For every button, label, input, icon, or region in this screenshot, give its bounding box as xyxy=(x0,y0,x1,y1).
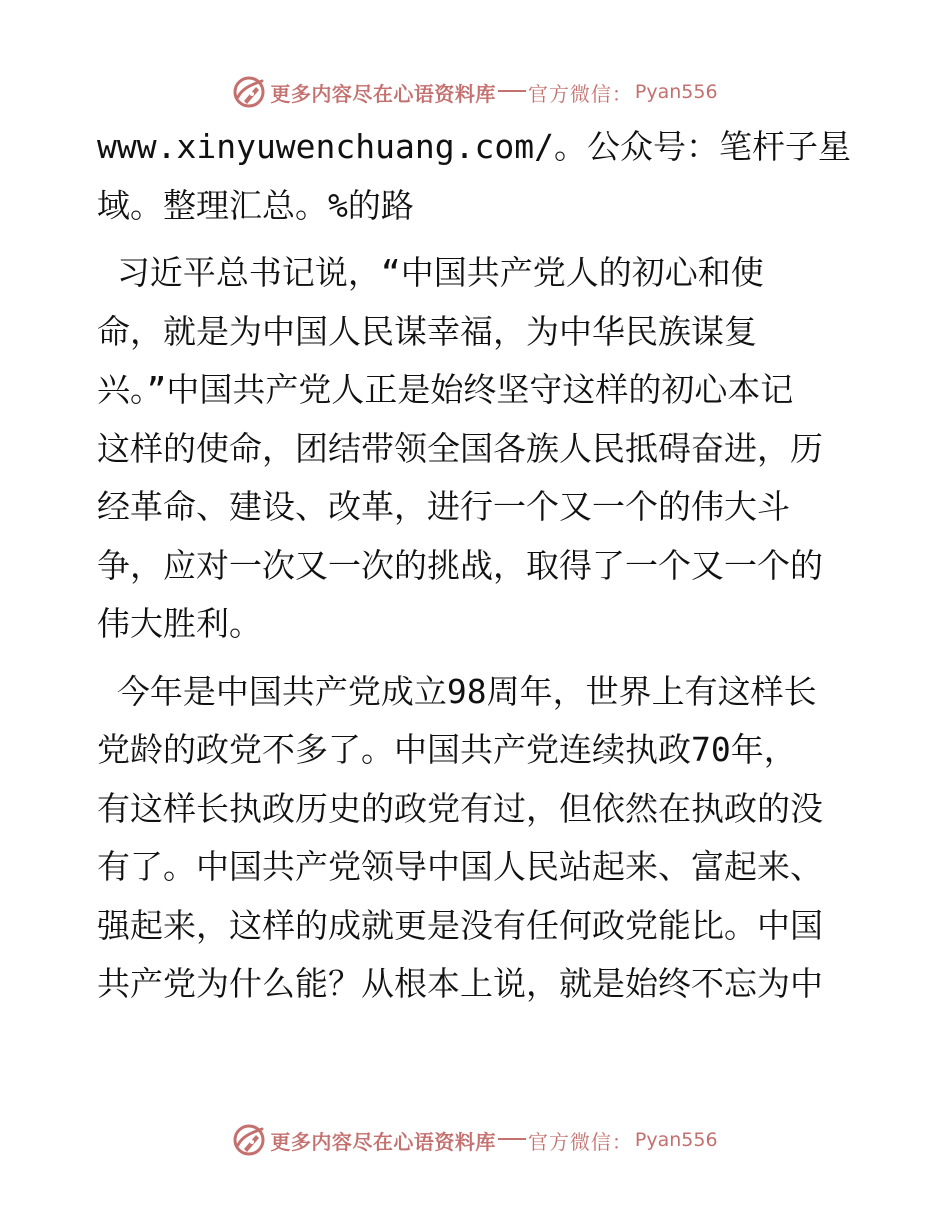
text-line: 习近平总书记说，“中国共产党人的初心和使 xyxy=(97,253,764,292)
text-line: 有这样长执政历史的政党有过，但依然在执政的没 xyxy=(97,788,823,828)
text-line: 今年是中国共产党成立98周年，世界上有这样长 xyxy=(97,671,817,711)
paragraph-2 xyxy=(97,663,857,1014)
pen-logo-icon xyxy=(232,1123,266,1157)
intro-block xyxy=(97,118,857,235)
text-line: 这样的使命，团结带领全国各族人民抵碍奋进，历 xyxy=(97,428,823,468)
footer-watermark xyxy=(0,1120,950,1160)
header-watermark-dash xyxy=(498,90,526,92)
document-body xyxy=(97,118,857,1014)
text-line: 党龄的政党不多了。中国共产党连续执政70年， xyxy=(97,730,797,769)
text-line: 域。整理汇总。%的路 xyxy=(97,185,414,225)
text-line: 伟大胜利。 xyxy=(97,604,262,643)
footer-wechat-label: 官方微信： xyxy=(527,1129,633,1154)
text-line: 强起来，这样的成就更是没有任何政党能比。中国 xyxy=(97,905,823,945)
footer-wechat-id: Pyan556 xyxy=(634,1129,718,1151)
header-wechat-id: Pyan556 xyxy=(634,81,718,103)
paragraph-1 xyxy=(97,244,857,654)
header-watermark-title: 更多内容尽在心语资料库 xyxy=(270,81,496,106)
header-watermark xyxy=(0,72,950,112)
text-line: www.xinyuwenchuang.com/。公众号：笔杆子星 xyxy=(97,127,851,166)
text-line: 共产党为什么能？从根本上说，就是始终不忘为中 xyxy=(97,964,823,1003)
text-line: 经革命、建设、改革，进行一个又一个的伟大斗 xyxy=(97,487,790,526)
text-line: 命，就是为中国人民谋幸福，为中华民族谋复 xyxy=(97,311,757,351)
text-line: 有了。中国共产党领导中国人民站起来、富起来、 xyxy=(97,847,823,886)
text-line: 争，应对一次又一次的挑战，取得了一个又一个的 xyxy=(97,545,823,585)
header-wechat-label: 官方微信： xyxy=(527,81,633,106)
text-line: 兴。”中国共产党人正是始终坚守这样的初心本记 xyxy=(97,370,794,409)
pen-logo-icon xyxy=(232,75,266,109)
footer-watermark-dash xyxy=(498,1138,526,1140)
footer-watermark-title: 更多内容尽在心语资料库 xyxy=(270,1129,496,1154)
